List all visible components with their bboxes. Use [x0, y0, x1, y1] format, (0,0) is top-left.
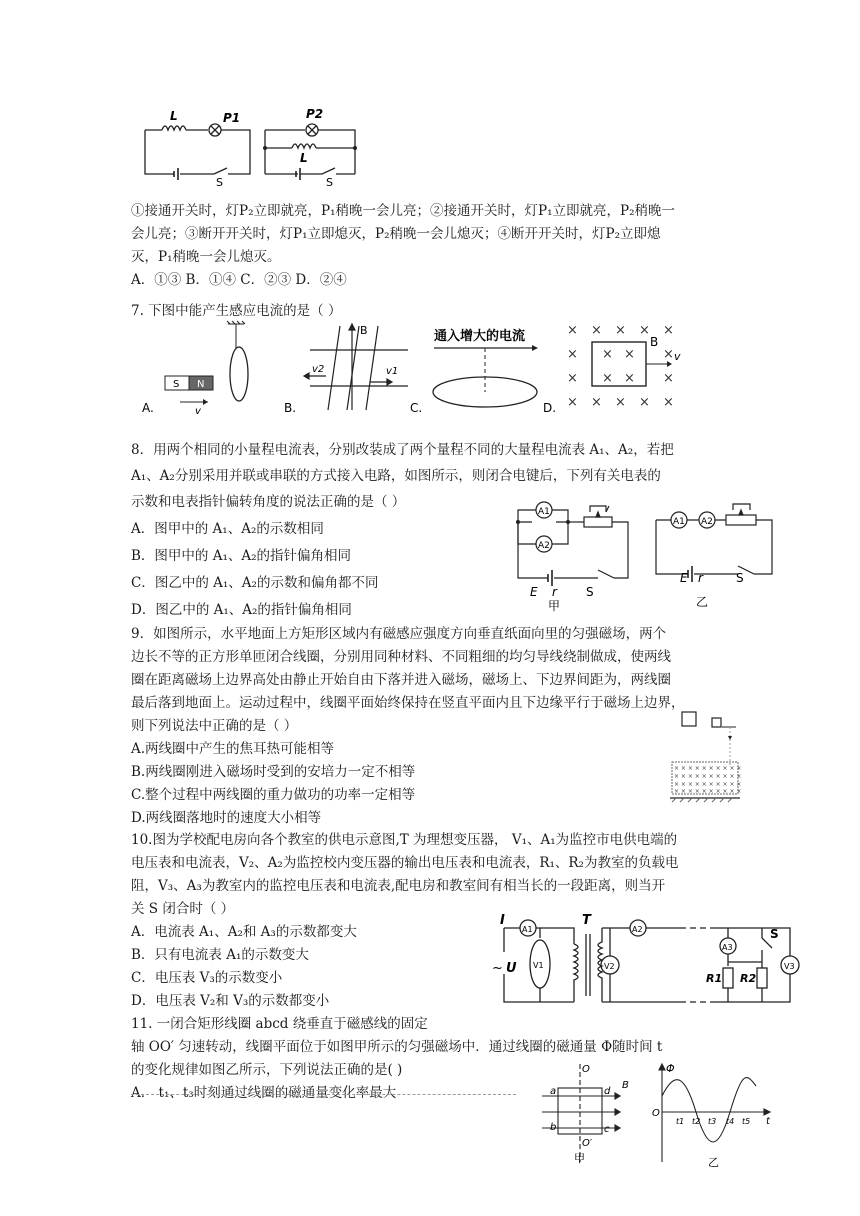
q8-e-yi: E [680, 571, 688, 585]
q11-c: c [604, 1124, 610, 1135]
top-circuit-figure [140, 108, 380, 188]
q10-t: T [582, 913, 591, 928]
svg-text:×: × [624, 371, 635, 386]
svg-text:×: × [663, 347, 674, 362]
q9-line5: 则下列说法中正确的是（ ） [131, 718, 298, 734]
q6-line3: 灭，P₁稍晚一会儿熄灭。 [131, 249, 281, 265]
q8-caption-yi: 乙 [696, 595, 709, 609]
q10-option-d: D．电压表 V₂和 V₃的示数都变小 [131, 993, 330, 1009]
q8-a2-yi: A2 [701, 517, 713, 527]
svg-text:×: × [602, 371, 613, 386]
q11-t4: t4 [726, 1117, 735, 1126]
q8-a1-yi: A1 [673, 517, 685, 527]
q8-option-b: B．图甲中的 A₁、A₂的指针偏角相同 [131, 548, 352, 564]
q9-option-a: A.两线圈中产生的焦耳热可能相等 [131, 741, 335, 757]
q9-option-c: C.整个过程中两线圈的重力做功的功率一定相等 [131, 787, 416, 803]
q8-circuit-figure [498, 500, 788, 612]
svg-text:×: × [591, 395, 602, 410]
svg-text:×: × [567, 323, 578, 338]
q7-a-v: v [195, 406, 201, 417]
svg-text:×: × [615, 395, 626, 410]
q8-line2: A₁、A₂分别采用并联或串联的方式接入电路，如图所示，则闭合电键后，下列有关电表的 [131, 468, 661, 484]
q10-option-b: B．只有电流表 A₁的示数变大 [131, 947, 309, 963]
svg-text:× × × × × × × × × ×: × × × × × × × × × × [674, 765, 742, 772]
q11-t-axis: t [766, 1116, 770, 1127]
q7-d-v: v [674, 350, 681, 363]
q8-option-d: D．图乙中的 A₁、A₂的指针偏角相同 [131, 602, 352, 618]
q7-magnet-n: N [197, 379, 205, 390]
q10-u: U [506, 961, 517, 976]
q11-line2: 轴 OO′ 匀速转动，线圈平面位于如图甲所示的匀强磁场中．通过线圈的磁通量 Φ随时间 t [131, 1039, 663, 1055]
q7-c-caption: 通入增大的电流 [434, 329, 526, 344]
q10-option-c: C．电压表 V₃的示数变小 [131, 970, 283, 986]
q7-magnet-s: S [173, 379, 180, 390]
svg-text:×: × [639, 395, 650, 410]
q8-option-c: C．图乙中的 A₁、A₂的示数和偏角都不同 [131, 575, 379, 591]
q10-option-a: A．电流表 A₁、A₂和 A₃的示数都变大 [131, 924, 357, 940]
q8-e-jia: E [530, 585, 538, 599]
q10-v1: V1 [533, 961, 544, 970]
q11-phi: Φ [666, 1062, 675, 1075]
svg-text:×: × [602, 347, 613, 362]
q10-line4: 关 S 闭合时（ ） [131, 901, 235, 917]
q10-v2: V2 [604, 962, 615, 971]
q11-t1: t1 [676, 1117, 685, 1126]
q8-r-jia: r [552, 585, 557, 599]
label-s-right: S [326, 176, 333, 189]
q7-b-v1: v1 [386, 366, 399, 377]
q10-circuit-figure [490, 912, 810, 1012]
q8-a2-jia: A2 [538, 541, 550, 551]
q10-line2: 电压表和电流表，V₂、A₂为监控校内变压器的输出电压表和电流表，R₁、R₂为教室的负载电 [131, 855, 679, 871]
q8-line1: 8．用两个相同的小量程电流表，分别改装成了两个量程不同的大量程电流表 A₁、A₂，若把 [131, 442, 674, 458]
svg-text:×: × [567, 371, 578, 386]
label-p2: P2 [306, 107, 324, 121]
q7-label-d: D. [543, 401, 557, 415]
label-l-right: L [300, 151, 308, 165]
q7-b-v2: v2 [312, 364, 325, 375]
q11-origin: O [652, 1108, 660, 1119]
q9-line2: 边长不等的正方形单匝闭合线圈，分别用同种材料、不同粗细的均匀导线绕制做成，使两线 [131, 649, 671, 665]
q11-o: O [582, 1064, 590, 1075]
q11-t2: t2 [692, 1117, 701, 1126]
q11-o-prime: O′ [582, 1138, 593, 1149]
q7-b-B: B [360, 324, 368, 337]
label-p1: P1 [223, 111, 241, 125]
q10-a1: A1 [522, 925, 533, 934]
q11-t3: t3 [708, 1117, 717, 1126]
svg-text:× × × × × × × × × ×: × × × × × × × × × × [674, 773, 742, 780]
q11-t5: t5 [742, 1117, 751, 1126]
q8-line3: 示数和电表指针偏转角度的说法正确的是（ ） [131, 494, 406, 510]
q8-a1-jia: A1 [538, 507, 550, 517]
svg-text:× × × × × × × × × ×: × × × × × × × × × × [674, 788, 742, 795]
q8-s-jia: S [586, 585, 594, 599]
q11-b: b [550, 1122, 557, 1133]
q8-s-yi: S [736, 571, 744, 585]
q11-caption-yi: 乙 [708, 1156, 719, 1169]
q7-figures [140, 322, 700, 418]
q10-a2: A2 [632, 925, 643, 934]
q7-label-b: B. [284, 401, 297, 415]
q7-d-B: B [650, 335, 659, 349]
q11-line3: 的变化规律如图乙所示，下列说法正确的是( ) [131, 1062, 403, 1078]
svg-text:×: × [663, 395, 674, 410]
svg-text:×: × [663, 323, 674, 338]
q11-line1: 11. 一闭合矩形线圈 abcd 绕垂直于磁感线的固定 [131, 1016, 428, 1032]
q9-field-figure [670, 710, 742, 802]
svg-text:×: × [624, 347, 635, 362]
q8-r-yi: r [698, 571, 703, 585]
q9-line3: 圈在距离磁场上边界高处由静止开始自由下落并进入磁场，磁场上、下边界间距为，两线圈 [131, 672, 671, 688]
q10-line1: 10.图为学校配电房向各个教室的供电示意图,T 为理想变压器， V₁、A₁为监控市电供电端的 [131, 832, 678, 848]
q11-figure [540, 1062, 780, 1172]
svg-text:×: × [639, 323, 650, 338]
q11-caption-jia: 甲 [574, 1152, 585, 1165]
q11-B: B [622, 1080, 629, 1091]
q10-v3: V3 [784, 962, 795, 971]
q7-label-a: A. [142, 401, 154, 415]
q6-options: A．①③ B．①④ C．②③ D．②④ [131, 272, 347, 288]
q6-line2: 会儿亮；③断开开关时，灯P₁立即熄灭，P₂稍晚一会儿熄灭；④断开开关时，灯P₂立即熄 [131, 226, 661, 242]
q7-label-c: C. [410, 401, 423, 415]
q10-line3: 阻，V₃、A₃为教室内的监控电压表和电流表,配电房和教室间有相当长的一段距离，则当开 [131, 878, 666, 894]
q11-option-a: A． t₁、t₃时刻通过线圈的磁通量变化率最大 [131, 1085, 397, 1101]
svg-text:×: × [567, 395, 578, 410]
q10-a3: A3 [722, 943, 733, 952]
q10-r2: R2 [740, 972, 757, 985]
q8-option-a: A．图甲中的 A₁、A₂的示数相同 [131, 521, 324, 537]
q9-line4: 最后落到地面上。运动过程中，线圈平面始终保持在竖直平面内且下边缘平行于磁场上边界， [131, 695, 685, 711]
svg-text:×: × [663, 371, 674, 386]
svg-text:×: × [567, 347, 578, 362]
q10-i: I [500, 913, 505, 928]
svg-text:×: × [615, 323, 626, 338]
label-s-left: S [216, 176, 223, 189]
q9-option-b: B.两线圈刚进入磁场时受到的安培力一定不相等 [131, 764, 416, 780]
q10-r1: R1 [706, 972, 723, 985]
q9-option-d: D.两线圈落地时的速度大小相等 [131, 810, 322, 826]
q11-a: a [550, 1086, 557, 1097]
page-divider [131, 1094, 516, 1095]
q7-stem: 7. 下图中能产生感应电流的是（ ） [131, 303, 342, 319]
label-l-left: L [170, 109, 178, 123]
q11-d: d [604, 1086, 611, 1097]
q10-s: S [770, 927, 779, 941]
q6-line1: ①接通开关时，灯P₂立即就亮，P₁稍晚一会儿亮；②接通开关时，灯P₁立即就亮，P₂稍晚一 [131, 203, 675, 219]
q9-line1: 9．如图所示，水平地面上方矩形区域内有磁感应强度方向垂直纸面向里的匀强磁场，两个 [131, 626, 667, 642]
q8-caption-jia: 甲 [548, 599, 561, 613]
svg-text:×: × [591, 323, 602, 338]
svg-text:× × × × × × × × × ×: × × × × × × × × × × [674, 781, 742, 788]
q10-ac-icon: ~ [492, 961, 503, 976]
